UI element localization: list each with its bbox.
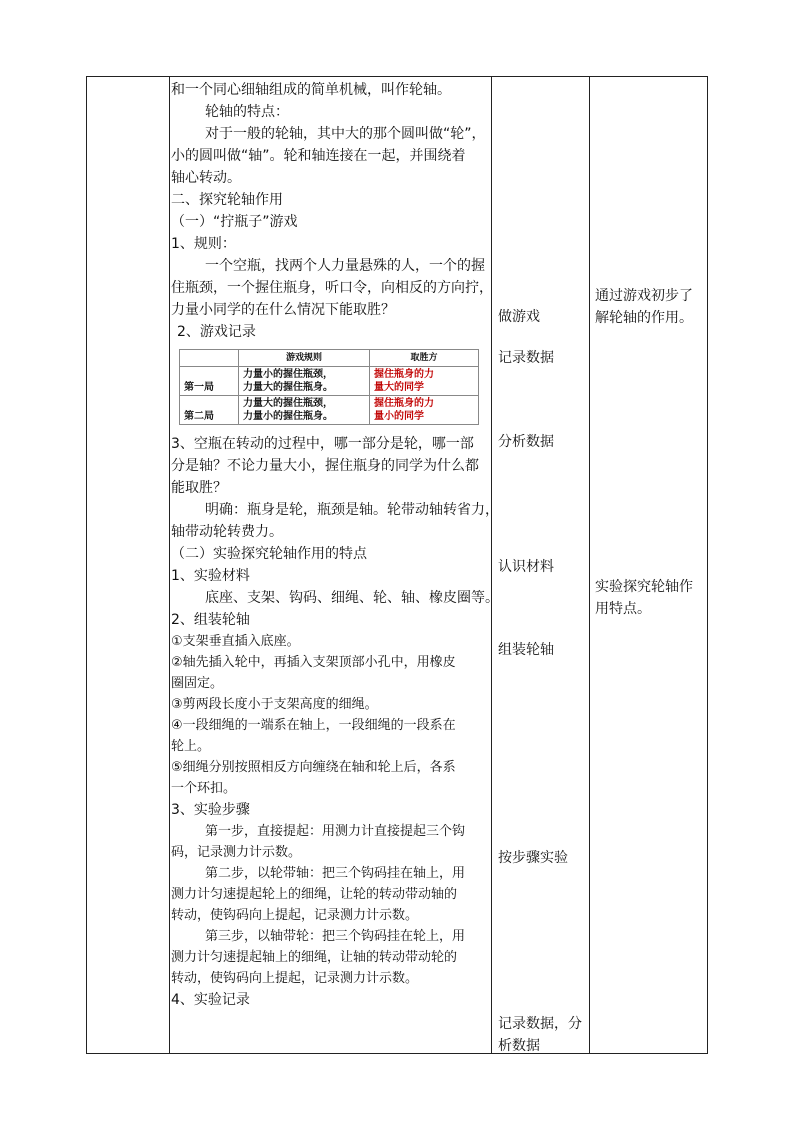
- student-activity: 组装轮轴: [498, 642, 554, 658]
- step-line: 第三步，以轴带轮：把三个钩码挂在轮上，用: [205, 929, 466, 944]
- teaching-content-column: [171, 79, 499, 1011]
- design-intent: 解轮轴的作用。: [595, 310, 693, 326]
- part-title: （二）实验探究轮轴作用的特点: [171, 546, 367, 562]
- section-title: 二、探究轮轴作用: [171, 192, 283, 208]
- student-activity: 记录数据，分: [498, 1016, 582, 1032]
- question-line: 3、空瓶在转动的过程中，哪一部分是轮，哪一部: [171, 436, 474, 452]
- materials-text: 底座、支架、钩码、细绳、轮、轴、橡皮圈等。: [205, 590, 499, 606]
- intro-line: 轮轴的特点：: [205, 104, 289, 120]
- clarify-line: 轴带动轮转费力。: [171, 524, 283, 540]
- rules-line: 一个空瓶，找两个人力量悬殊的人，一个的握: [205, 258, 485, 274]
- step-line: 码，记录测力计示数。: [171, 845, 302, 860]
- step-line: 转动，使钩码向上提起，记录测力计示数。: [171, 908, 419, 923]
- rules-title: 1、规则：: [171, 236, 236, 252]
- assemble-step: ④一段细绳的一端系在轴上，一段细绳的一段系在: [171, 718, 456, 733]
- game-table-header-row: [180, 350, 479, 367]
- assemble-step: 圈固定。: [171, 676, 224, 691]
- assemble-title: 2、组装轮轴: [171, 612, 250, 628]
- lesson-plan-table: [86, 76, 708, 1054]
- game-table-row: [180, 396, 479, 425]
- design-intent: 用特点。: [595, 601, 651, 617]
- rules-line: 住瓶颈，一个握住瓶身，听口令，向相反的方向拧，: [171, 280, 493, 296]
- game-winner: 握住瓶身的力 量大的同学: [370, 367, 479, 396]
- record4-title: 4、实验记录: [171, 992, 250, 1008]
- game-table-header: [180, 350, 239, 367]
- intro-line: 和一个同心细轴组成的简单机械，叫作轮轴。: [171, 82, 451, 98]
- game-table-header: 取胜方: [370, 350, 479, 367]
- student-activity: 分析数据: [498, 434, 554, 450]
- intro-line: 对于一般的轮轴，其中大的那个圆叫做“轮”，: [205, 126, 486, 142]
- question-line: 分是轴？不论力量大小，握住瓶身的同学为什么都: [171, 458, 479, 474]
- assemble-step: ③剪两段长度小于支架高度的细绳。: [171, 697, 378, 712]
- step-line: 转动，使钩码向上提起，记录测力计示数。: [171, 971, 419, 986]
- assemble-step: ⑤细绳分别按照相反方向缠绕在轴和轮上后，各系: [171, 760, 456, 775]
- design-intent: 通过游戏初步了: [595, 288, 693, 304]
- game-record-table: [179, 349, 479, 425]
- student-activity: 析数据: [498, 1038, 540, 1054]
- game-winner: 握住瓶身的力 量小的同学: [370, 396, 479, 425]
- step-line: 测力计匀速提起轮上的细绳，让轮的转动带动轴的: [171, 887, 458, 902]
- materials-title: 1、实验材料: [171, 568, 250, 584]
- clarify-line: 明确：瓶身是轮，瓶颈是轴。轮带动轴转省力，: [205, 502, 499, 518]
- student-activity: 记录数据: [498, 350, 554, 366]
- step-line: 第一步，直接提起：用测力计直接提起三个钩: [205, 824, 466, 839]
- step-line: 第二步，以轮带轴：把三个钩码挂在轴上，用: [205, 866, 466, 881]
- assemble-step: 一个环扣。: [171, 781, 237, 796]
- round-label: 第一局: [180, 367, 239, 396]
- game-table-header: 游戏规则: [239, 350, 370, 367]
- question-line: 能取胜？: [171, 480, 227, 496]
- student-activity: 认识材料: [498, 559, 554, 575]
- assemble-step: ①支架垂直插入底座。: [171, 634, 300, 649]
- intro-line: 小的圆叫做“轴”。轮和轴连接在一起，并围绕着: [171, 148, 466, 164]
- design-intent: 实验探究轮轴作: [595, 579, 693, 595]
- game-rule: 力量小的握住瓶颈， 力量大的握住瓶身。: [239, 367, 370, 396]
- step-line: 测力计匀速提起轴上的细绳，让轴的转动带动轮的: [171, 950, 458, 965]
- assemble-step: 轮上。: [171, 739, 211, 754]
- column-divider: [169, 77, 170, 1053]
- game-rule: 力量大的握住瓶颈， 力量小的握住瓶身。: [239, 396, 370, 425]
- part-title: （一）“拧瓶子”游戏: [171, 214, 298, 230]
- student-activity: 按步骤实验: [498, 850, 568, 866]
- intro-line: 轴心转动。: [171, 170, 241, 186]
- assemble-step: ②轴先插入轮中，再插入支架顶部小孔中，用橡皮: [171, 655, 456, 670]
- record-title: 2、游戏记录: [177, 324, 256, 340]
- rules-line: 力量小同学的在什么情况下能取胜？: [171, 302, 395, 318]
- column-divider: [589, 77, 590, 1053]
- round-label: 第二局: [180, 396, 239, 425]
- student-activity: 做游戏: [498, 309, 540, 325]
- steps-title: 3、实验步骤: [171, 802, 250, 818]
- game-table-row: [180, 367, 479, 396]
